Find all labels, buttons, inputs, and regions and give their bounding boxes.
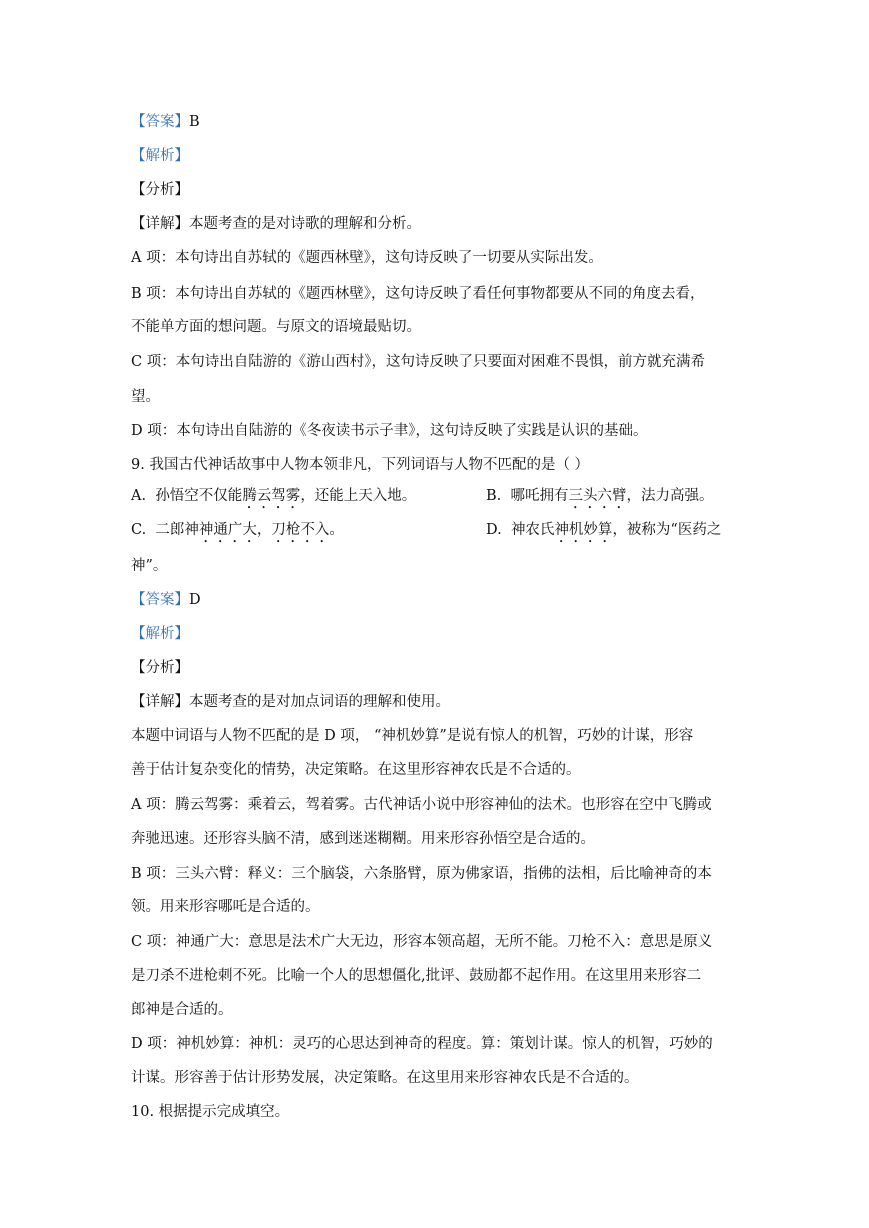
option-text: 二郎神 <box>155 522 199 538</box>
q8-line: C 项：本句诗出自陆游的《游山西村》，这句诗反映了只要面对困难不畏惧，前方就充满希 <box>131 354 705 370</box>
q9-line: 郎神是合适的。 <box>131 1002 233 1018</box>
q9-line: 善于估计复杂变化的情势，决定策略。在这里形容神农氏是不合适的。 <box>131 762 581 778</box>
q8-analysis-tag: 【解析】 <box>131 148 189 164</box>
q9-line: 奔驰迅速。还形容头脑不清，感到迷迷糊糊。用来形容孙悟空是合适的。 <box>131 831 595 847</box>
dotted-word: 神通广大 <box>198 522 257 538</box>
q8-line: 不能单方面的想问题。与原文的语境最贴切。 <box>131 319 421 335</box>
q8-fenxi-tag: 【分析】 <box>131 182 189 198</box>
q9-line: 领。用来形容哪吒是合适的。 <box>131 899 320 915</box>
option-text: 孙悟空不仅能 <box>155 488 243 504</box>
option-text: ， <box>256 522 272 538</box>
q9-line: D 项：神机妙算：神机：灵巧的心思达到神奇的程度。算：策划计谋。惊人的机智，巧妙的 <box>131 1036 713 1052</box>
detail-tag: 【详解】 <box>131 694 189 710</box>
q9-option-d <box>486 520 721 546</box>
option-text: ，法力高强。 <box>626 488 714 504</box>
answer-value: B <box>189 114 200 130</box>
option-text: 神农氏 <box>510 522 555 538</box>
option-text: ，还能上天入地。 <box>300 488 417 504</box>
answer-tag: 【答案】 <box>131 592 189 608</box>
q9-line: 计谋。形容善于估计形势发展，决定策略。在这里用来形容神农氏是不合适的。 <box>131 1070 639 1086</box>
option-text: 。 <box>329 522 344 538</box>
q9-option-a <box>131 486 416 512</box>
q9-analysis-tag: 【解析】 <box>131 626 189 642</box>
q8-line: A 项：本句诗出自苏轼的《题西林壁》，这句诗反映了一切要从实际出发。 <box>131 250 603 266</box>
dotted-word: 三头六臂 <box>568 488 627 504</box>
q10-stem: 10. 根据提示完成填空。 <box>131 1104 290 1120</box>
answer-tag: 【答案】 <box>131 114 189 130</box>
option-label: A. <box>131 488 147 504</box>
q9-line: 是刀杀不进枪刺不死。比喻一个人的思想僵化,批评、鼓励都不起作用。在这里用来形容二 <box>131 968 702 984</box>
q9-detail <box>131 692 450 712</box>
q8-answer <box>131 112 200 132</box>
option-label: B. <box>486 488 502 504</box>
option-text: 哪吒拥有 <box>510 488 569 504</box>
option-label: D. <box>486 522 502 538</box>
q9-option-b <box>486 486 713 512</box>
answer-value: D <box>189 592 201 608</box>
q8-line: 望。 <box>131 389 160 405</box>
q9-line: A 项：腾云驾雾：乘着云，驾着雾。古代神话小说中形容神仙的法术。也形容在空中飞腾或 <box>131 797 712 813</box>
option-label: C. <box>131 522 147 538</box>
q9-answer <box>131 590 201 610</box>
dotted-word: 神机妙算 <box>554 522 613 538</box>
q9-option-c <box>131 520 344 546</box>
q9-line: 本题中词语与人物不匹配的是 D 项， “神机妙算”是说有惊人的机智，巧妙的计谋，形容 <box>131 728 694 744</box>
detail-tag: 【详解】 <box>131 216 189 232</box>
q8-line: D 项：本句诗出自陆游的《冬夜读书示子聿》，这句诗反映了实践是认识的基础。 <box>131 423 648 439</box>
q9-option-d-continued: 神”。 <box>131 558 168 574</box>
dotted-word: 腾云驾雾 <box>242 488 301 504</box>
dotted-word: 刀枪不入 <box>271 522 330 538</box>
q8-detail <box>131 214 421 234</box>
detail-text: 本题考查的是对诗歌的理解和分析。 <box>189 216 421 232</box>
q9-fenxi-tag: 【分析】 <box>131 660 189 676</box>
q9-line: C 项：神通广大：意思是法术广大无边，形容本领高超，无所不能。刀枪不入：意思是原义 <box>131 934 713 950</box>
q9-stem: 9. 我国古代神话故事中人物本领非凡，下列词语与人物不匹配的是（ ） <box>131 457 590 473</box>
q9-line: B 项：三头六臂：释义：三个脑袋，六条胳臂，原为佛家语，指佛的法相，后比喻神奇的本 <box>131 866 712 882</box>
q8-line: B 项：本句诗出自苏轼的《题西林壁》，这句诗反映了看任何事物都要从不同的角度去看， <box>131 286 705 302</box>
option-text: ，被称为“医药之 <box>612 522 722 538</box>
detail-text: 本题考查的是对加点词语的理解和使用。 <box>189 694 450 710</box>
